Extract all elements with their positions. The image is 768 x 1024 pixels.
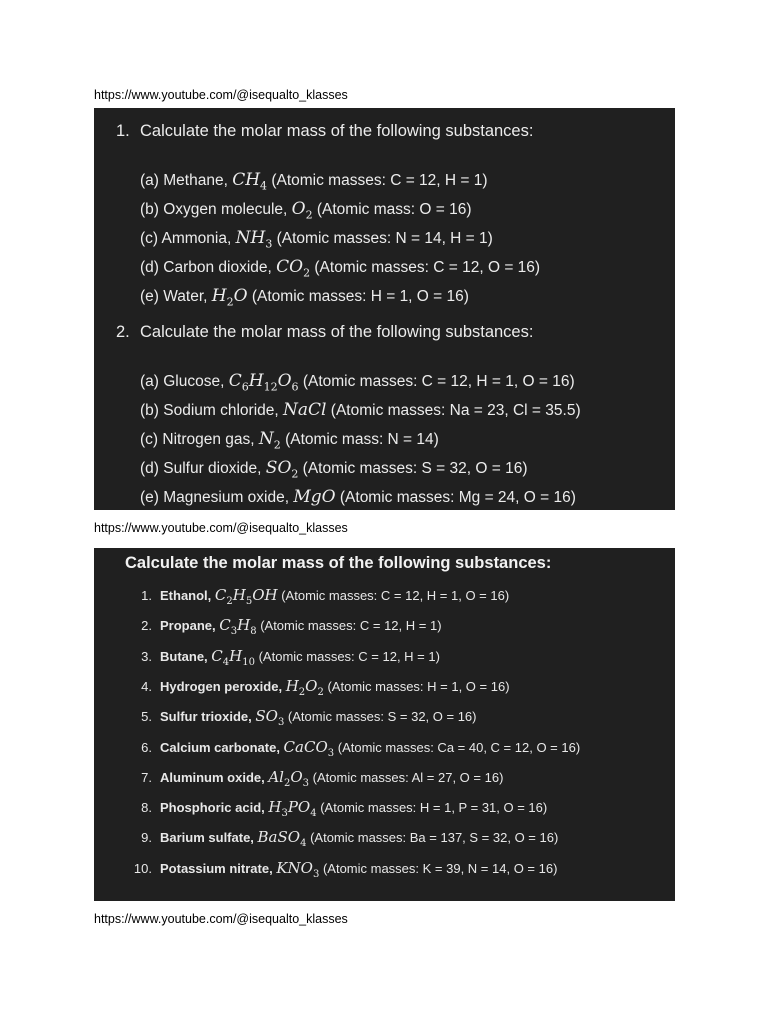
formula-subscript: 4 bbox=[300, 838, 307, 850]
atomic-masses: (Atomic masses: C = 12, H = 1) bbox=[256, 618, 442, 634]
substance-list-item bbox=[124, 677, 510, 698]
atomic-masses: (Atomic masses: C = 12, H = 1) bbox=[267, 172, 488, 189]
atomic-masses: (Atomic masses: C = 12, H = 1, O = 16) bbox=[277, 588, 510, 603]
formula-symbol: H bbox=[232, 586, 246, 604]
atomic-masses: (Atomic masses: K = 39, N = 14, O = 16) bbox=[319, 860, 558, 876]
item-number: 5. bbox=[141, 709, 152, 725]
formula-symbol: N bbox=[235, 228, 251, 248]
item-number: 10. bbox=[133, 860, 152, 876]
substance-name: (c) Ammonia, bbox=[140, 230, 236, 247]
item-number: 9. bbox=[141, 830, 152, 846]
formula-symbol: O bbox=[297, 798, 311, 817]
chemical-formula bbox=[276, 858, 320, 880]
chemical-formula bbox=[235, 228, 273, 251]
formula-subscript: 2 bbox=[226, 596, 233, 607]
chemical-formula bbox=[211, 286, 248, 309]
atomic-masses: (Atomic mass: N = 14) bbox=[280, 431, 439, 448]
substance-name: Calcium carbonate, bbox=[160, 739, 284, 755]
formula-symbol: O bbox=[277, 458, 292, 478]
atomic-masses: (Atomic masses: Mg = 24, O = 16) bbox=[335, 489, 576, 506]
formula-symbol: H bbox=[211, 286, 227, 306]
substance-name: (a) Glucose, bbox=[140, 373, 229, 390]
chemical-formula bbox=[232, 170, 268, 193]
atomic-masses: (Atomic masses: Ca = 40, C = 12, O = 16) bbox=[334, 739, 581, 755]
substance-item bbox=[140, 228, 493, 250]
formula-symbol: O bbox=[291, 199, 306, 219]
formula-symbol: H bbox=[245, 170, 261, 190]
formula-symbol: MgO bbox=[293, 487, 336, 507]
formula-subscript: 8 bbox=[250, 626, 257, 638]
formula-subscript: 2 bbox=[291, 467, 299, 481]
formula-symbol: H bbox=[229, 646, 243, 665]
substance-name: Propane, bbox=[160, 618, 220, 634]
substance-item bbox=[140, 199, 471, 221]
atomic-masses: (Atomic masses: Na = 23, Cl = 35.5) bbox=[326, 402, 581, 419]
substance-item bbox=[140, 429, 439, 451]
chemical-formula bbox=[268, 767, 310, 789]
formula-subscript: 5 bbox=[245, 596, 253, 607]
atomic-masses: (Atomic masses: H = 1, O = 16) bbox=[323, 678, 510, 694]
atomic-masses: (Atomic masses: H = 1, P = 31, O = 16) bbox=[316, 800, 548, 816]
questions-panel-2 bbox=[94, 548, 675, 901]
formula-subscript: 2 bbox=[273, 438, 281, 452]
formula-symbol: C bbox=[228, 371, 242, 391]
formula-symbol: C bbox=[219, 616, 231, 635]
item-number: 8. bbox=[141, 800, 152, 816]
substance-item bbox=[140, 257, 540, 279]
substance-list-item bbox=[124, 616, 442, 637]
item-number: 7. bbox=[141, 769, 152, 785]
formula-subscript: 3 bbox=[230, 626, 238, 638]
formula-symbol: C bbox=[276, 257, 290, 277]
substance-list-item bbox=[124, 828, 558, 849]
chemical-formula bbox=[214, 586, 278, 607]
formula-subscript: 2 bbox=[317, 686, 324, 698]
substance-list-item bbox=[124, 707, 477, 728]
atomic-masses: (Atomic masses: S = 32, O = 16) bbox=[284, 709, 477, 725]
substance-item bbox=[140, 286, 469, 308]
formula-symbol: H bbox=[285, 676, 299, 695]
formula-subscript: 12 bbox=[263, 380, 278, 394]
formula-symbol: H bbox=[250, 228, 266, 248]
formula-subscript: 3 bbox=[277, 717, 285, 729]
atomic-masses: (Atomic masses: C = 12, H = 1) bbox=[254, 648, 440, 664]
formula-symbol: P bbox=[287, 798, 298, 817]
chemical-formula bbox=[268, 798, 317, 820]
substance-name: Barium sulfate, bbox=[160, 830, 258, 846]
substance-list-item bbox=[124, 738, 580, 759]
formula-symbol: N bbox=[258, 429, 274, 449]
formula-symbol: O bbox=[287, 828, 301, 847]
url-text-top: https://www.youtube.com/@isequalto_klasses bbox=[94, 88, 348, 102]
substance-name: (b) Sodium chloride, bbox=[140, 402, 284, 419]
formula-subscript: 2 bbox=[283, 777, 291, 789]
formula-symbol: O bbox=[277, 371, 292, 391]
substance-name: (e) Magnesium oxide, bbox=[140, 489, 294, 506]
formula-symbol: H bbox=[248, 371, 264, 391]
formula-symbol: BaS bbox=[257, 828, 288, 847]
formula-subscript: 3 bbox=[281, 808, 288, 820]
chemical-formula bbox=[265, 458, 299, 481]
formula-subscript: 6 bbox=[241, 380, 249, 394]
url-text-bottom: https://www.youtube.com/@isequalto_klasses bbox=[94, 912, 348, 926]
substance-item bbox=[140, 458, 528, 480]
formula-symbol: C bbox=[211, 646, 223, 665]
substance-name: Butane, bbox=[160, 648, 212, 664]
question-1-heading bbox=[116, 122, 533, 141]
atomic-masses: (Atomic masses: Al = 27, O = 16) bbox=[309, 769, 504, 785]
substance-name: (e) Water, bbox=[140, 288, 212, 305]
formula-symbol: OH bbox=[252, 586, 278, 604]
substance-name: (a) Methane, bbox=[140, 172, 233, 189]
question-number: 2. bbox=[116, 323, 130, 341]
formula-subscript: 3 bbox=[327, 747, 335, 759]
formula-subscript: 3 bbox=[312, 868, 320, 880]
formula-symbol: Al bbox=[268, 767, 284, 786]
formula-symbol: C bbox=[214, 586, 227, 604]
chemical-formula bbox=[257, 828, 307, 850]
question-text: Calculate the molar mass of the following substances: bbox=[140, 122, 534, 140]
questions-panel-1 bbox=[94, 108, 675, 510]
substance-item bbox=[140, 400, 581, 420]
formula-symbol: S bbox=[265, 458, 278, 478]
item-number: 4. bbox=[141, 678, 152, 694]
substance-name: Hydrogen peroxide, bbox=[160, 678, 286, 694]
chemical-formula bbox=[283, 400, 326, 420]
substance-name: Sulfur trioxide, bbox=[160, 709, 256, 725]
formula-symbol: O bbox=[300, 858, 313, 877]
substance-item bbox=[140, 170, 488, 192]
url-text-middle: https://www.youtube.com/@isequalto_klasses bbox=[94, 521, 348, 535]
question-text: Calculate the molar mass of the following substances: bbox=[140, 323, 534, 341]
formula-symbol: O bbox=[289, 257, 304, 277]
atomic-masses: (Atomic masses: S = 32, O = 16) bbox=[298, 460, 528, 477]
substance-name: (c) Nitrogen gas, bbox=[140, 431, 259, 448]
formula-subscript: 4 bbox=[222, 656, 230, 668]
atomic-masses: (Atomic masses: N = 14, H = 1) bbox=[272, 230, 493, 247]
substance-name: Aluminum oxide, bbox=[160, 769, 269, 785]
substance-name: (b) Oxygen molecule, bbox=[140, 201, 292, 218]
atomic-masses: (Atomic masses: C = 12, H = 1, O = 16) bbox=[298, 373, 575, 390]
formula-symbol: H bbox=[237, 616, 251, 635]
chemical-formula bbox=[285, 676, 324, 698]
chemical-formula bbox=[283, 737, 335, 759]
formula-symbol: CaC bbox=[283, 737, 316, 756]
atomic-masses: (Atomic masses: H = 1, O = 16) bbox=[247, 288, 469, 305]
formula-symbol: H bbox=[268, 798, 282, 817]
formula-symbol: S bbox=[255, 707, 266, 726]
atomic-masses: (Atomic mass: O = 16) bbox=[312, 201, 472, 218]
question-2-heading bbox=[116, 323, 533, 342]
item-number: 3. bbox=[141, 648, 152, 664]
substance-name: Potassium nitrate, bbox=[160, 860, 277, 876]
question-number: 1. bbox=[116, 122, 130, 140]
formula-subscript: 4 bbox=[310, 808, 317, 820]
substance-list-item bbox=[124, 647, 440, 668]
formula-subscript: 2 bbox=[303, 266, 311, 280]
formula-subscript: 6 bbox=[291, 380, 299, 394]
substance-name: Phosphoric acid, bbox=[160, 800, 269, 816]
chemical-formula bbox=[258, 429, 281, 452]
chemical-formula bbox=[228, 371, 299, 394]
formula-symbol: O bbox=[265, 707, 278, 726]
atomic-masses: (Atomic masses: C = 12, O = 16) bbox=[310, 259, 541, 276]
formula-subscript: 3 bbox=[302, 777, 310, 789]
formula-symbol: O bbox=[290, 767, 303, 786]
atomic-masses: (Atomic masses: Ba = 137, S = 32, O = 16) bbox=[306, 830, 559, 846]
substance-list-item bbox=[124, 586, 509, 607]
formula-subscript: 2 bbox=[226, 295, 234, 309]
chemical-formula bbox=[255, 707, 285, 729]
substance-list-item bbox=[124, 798, 547, 819]
substance-list-item bbox=[124, 768, 503, 789]
substance-name: (d) Sulfur dioxide, bbox=[140, 460, 266, 477]
item-number: 1. bbox=[141, 588, 152, 603]
chemical-formula bbox=[293, 487, 335, 507]
chemical-formula bbox=[219, 616, 257, 638]
formula-subscript: 2 bbox=[298, 686, 306, 698]
formula-symbol: O bbox=[233, 286, 248, 306]
formula-symbol: C bbox=[232, 170, 246, 190]
item-number: 2. bbox=[141, 618, 152, 634]
formula-subscript: 10 bbox=[242, 656, 255, 668]
item-number: 6. bbox=[141, 739, 152, 755]
panel-2-heading: Calculate the molar mass of the following substances: bbox=[125, 554, 552, 572]
formula-subscript: 3 bbox=[265, 237, 273, 251]
formula-subscript: 2 bbox=[305, 208, 313, 222]
chemical-formula bbox=[211, 646, 255, 668]
substance-item bbox=[140, 371, 575, 393]
chemical-formula bbox=[291, 199, 313, 222]
substance-item bbox=[140, 487, 576, 507]
formula-symbol: O bbox=[315, 737, 328, 756]
formula-subscript: 4 bbox=[260, 179, 268, 193]
formula-symbol: NaCl bbox=[283, 400, 327, 420]
formula-symbol: KN bbox=[276, 858, 301, 877]
substance-name: (d) Carbon dioxide, bbox=[140, 259, 277, 276]
substance-list-item bbox=[124, 859, 557, 880]
chemical-formula bbox=[276, 257, 311, 280]
substance-name: Ethanol, bbox=[160, 588, 215, 603]
formula-symbol: O bbox=[305, 676, 318, 695]
